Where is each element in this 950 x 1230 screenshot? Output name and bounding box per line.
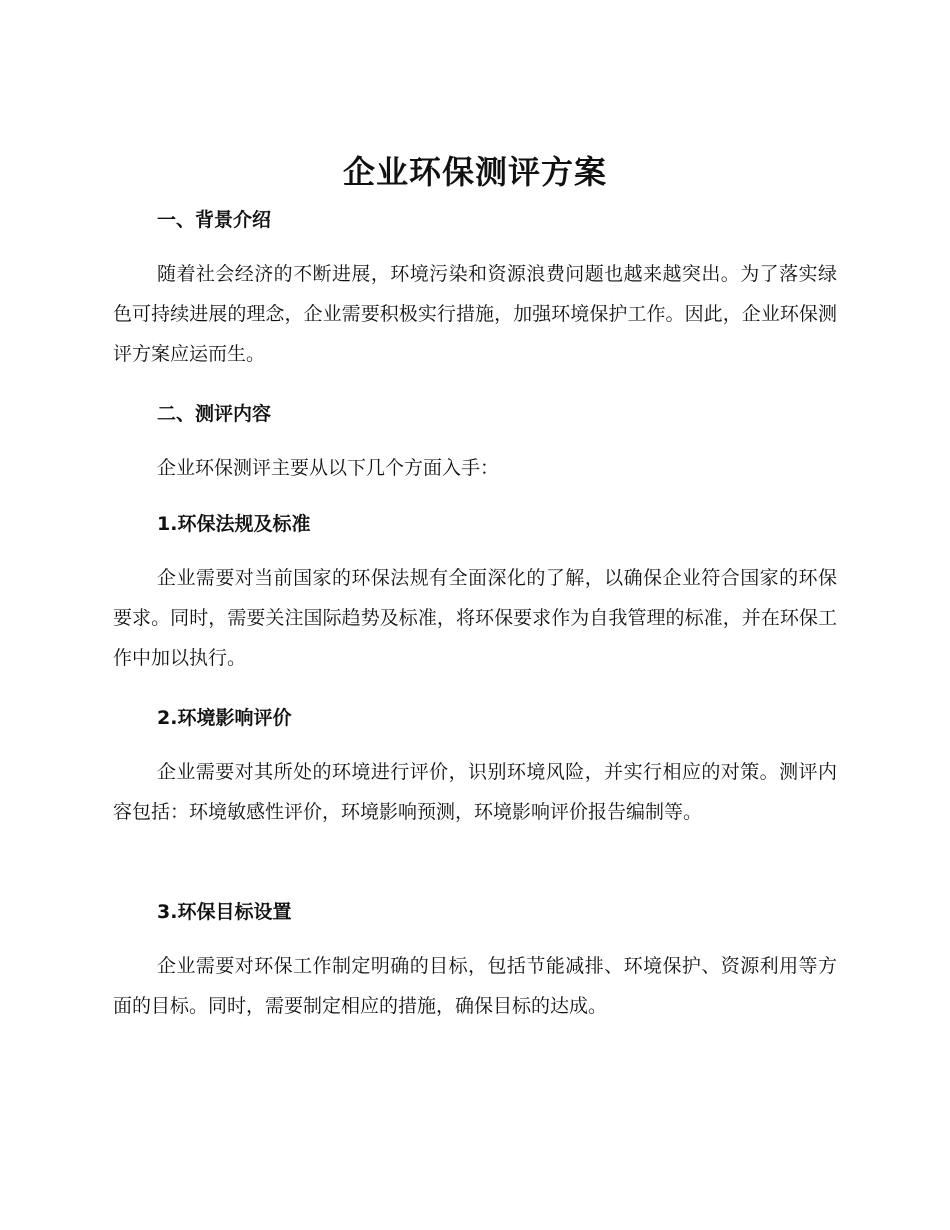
subsection-heading-regulations: 1.环保法规及标准	[157, 513, 311, 535]
section-paragraph-background: 随着社会经济的不断进展，环境污染和资源浪费问题也越来越突出。为了落实绿色可持续进展的理念，企业需要积极实行措施，加强环境保护工作。因此，企业环保测评方案应运而生。	[113, 263, 837, 365]
subsection-heading-goal-setting: 3.环保目标设置	[157, 901, 292, 923]
section-heading-content: 二、测评内容	[157, 403, 272, 425]
section-heading-background: 一、背景介绍	[157, 209, 272, 231]
document-title: 企业环保测评方案	[342, 153, 607, 191]
section-paragraph-content-intro: 企业环保测评主要从以下几个方面入手：	[157, 457, 500, 479]
subsection-paragraph-goal-setting: 企业需要对环保工作制定明确的目标，包括节能减排、环境保护、资源利用等方面的目标。同时，需要制定相应的措施，确保目标的达成。	[113, 955, 837, 1017]
subsection-paragraph-regulations: 企业需要对当前国家的环保法规有全面深化的了解，以确保企业符合国家的环保要求。同时，需要关注国际趋势及标准，将环保要求作为自我管理的标准，并在环保工作中加以执行。	[113, 567, 837, 669]
subsection-paragraph-impact-assessment: 企业需要对其所处的环境进行评价，识别环境风险，并实行相应的对策。测评内容包括：环境敏感性评价，环境影响预测，环境影响评价报告编制等。	[113, 761, 837, 823]
subsection-heading-impact-assessment: 2.环境影响评价	[157, 707, 292, 729]
